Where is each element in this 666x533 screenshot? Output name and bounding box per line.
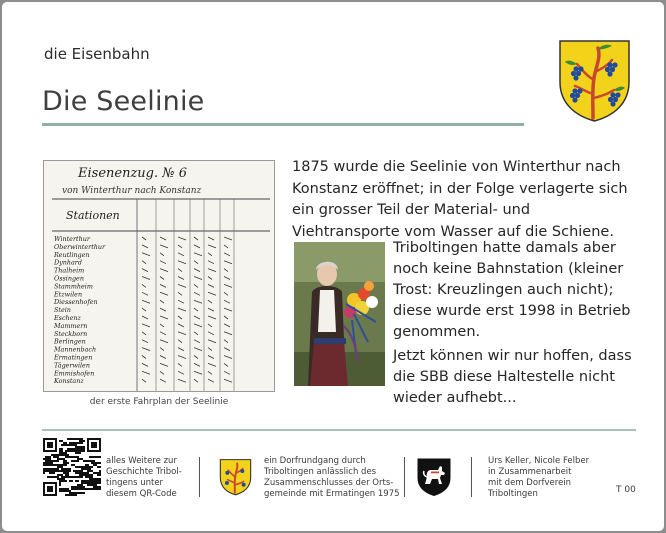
ermatingen-dog-crest-icon xyxy=(416,457,452,497)
timetable-station: Stammheim xyxy=(54,282,93,291)
footer-divider xyxy=(404,457,405,497)
triboltingen-crest-icon xyxy=(219,457,252,497)
timetable-station: Mannenbach xyxy=(54,345,97,354)
qr-description: alles Weitere zur Geschichte Tribol- tingens unter diesem QR-Code xyxy=(106,456,182,499)
woman-photo-drawing xyxy=(294,242,385,386)
footer-divider xyxy=(199,457,200,497)
footer-divider xyxy=(471,457,472,497)
timetable-station: Ermatingen xyxy=(54,353,93,362)
qr-code-icon[interactable] xyxy=(43,438,101,496)
timetable-station: Etzwilen xyxy=(54,290,83,299)
timetable-station: Oberwinterthur xyxy=(54,242,106,251)
timetable-station: Stein xyxy=(54,306,71,315)
paragraph-hope: Jetzt können wir nur hoffen, dass die SBB diese Haltestelle nicht wieder aufhebt... xyxy=(393,348,632,406)
timetable-station: Diessenhofen xyxy=(54,298,98,307)
title-underline xyxy=(42,123,524,126)
timetable-station: Tägerwilen xyxy=(54,361,90,370)
timetable-station: Emmishofen xyxy=(54,369,95,378)
sign-code: T 00 xyxy=(616,485,636,495)
triboltingen-crest-icon xyxy=(557,38,632,123)
timetable-station: Mammern xyxy=(54,321,88,330)
authors-credit: Urs Keller, Nicole Felber in Zusammenarbeit mit dem Dorfverein Triboltingen xyxy=(488,456,590,499)
timetable-station: Berlingen xyxy=(54,337,86,346)
page-kicker: die Eisenbahn xyxy=(44,45,150,63)
body-text-column xyxy=(393,238,637,409)
woman-photo xyxy=(294,242,385,386)
timetable-heading: Eisenenzug. № 6 xyxy=(78,166,187,181)
timetable-station: Ossingen xyxy=(54,274,84,283)
timetable-station: Steckborn xyxy=(54,329,88,338)
timetable-station: Reutlingen xyxy=(54,250,90,259)
timetable-station: Dynhard xyxy=(54,258,82,267)
paragraph-station: Triboltingen hatte damals aber noch keine Bahnstation (kleiner Trost: Kreuzlingen auch nicht); diese wurde erst 1998 in Betrieb genommen. xyxy=(393,240,631,340)
footer-rule xyxy=(42,429,636,431)
timetable-drawing xyxy=(44,161,275,392)
timetable-subheading: von Winterthur nach Konstanz xyxy=(62,186,202,196)
page-title: Die Seelinie xyxy=(42,86,205,117)
timetable-column-label: Stationen xyxy=(66,209,120,222)
timetable-station: Eschenz xyxy=(54,314,81,322)
image-caption: der erste Fahrplan der Seelinie xyxy=(89,397,229,407)
info-panel xyxy=(2,2,664,531)
timetable-station: Thalheim xyxy=(54,266,85,275)
event-description: ein Dorfrundgang durch Triboltingen anlässlich des Zusammenschlusses der Orts- gemeinde mit Ermatingen 1975 xyxy=(264,456,400,499)
timetable-station: Winterthur xyxy=(54,235,90,243)
intro-paragraph: 1875 wurde die Seelinie von Winterthur nach Konstanz eröffnet; in der Folge verlagerte sich ein grosser Teil der Material- und Viehtransporte vom Wasser auf die Schiene. xyxy=(292,159,628,240)
timetable-image xyxy=(43,160,275,392)
timetable-station: Konstanz xyxy=(54,377,84,386)
